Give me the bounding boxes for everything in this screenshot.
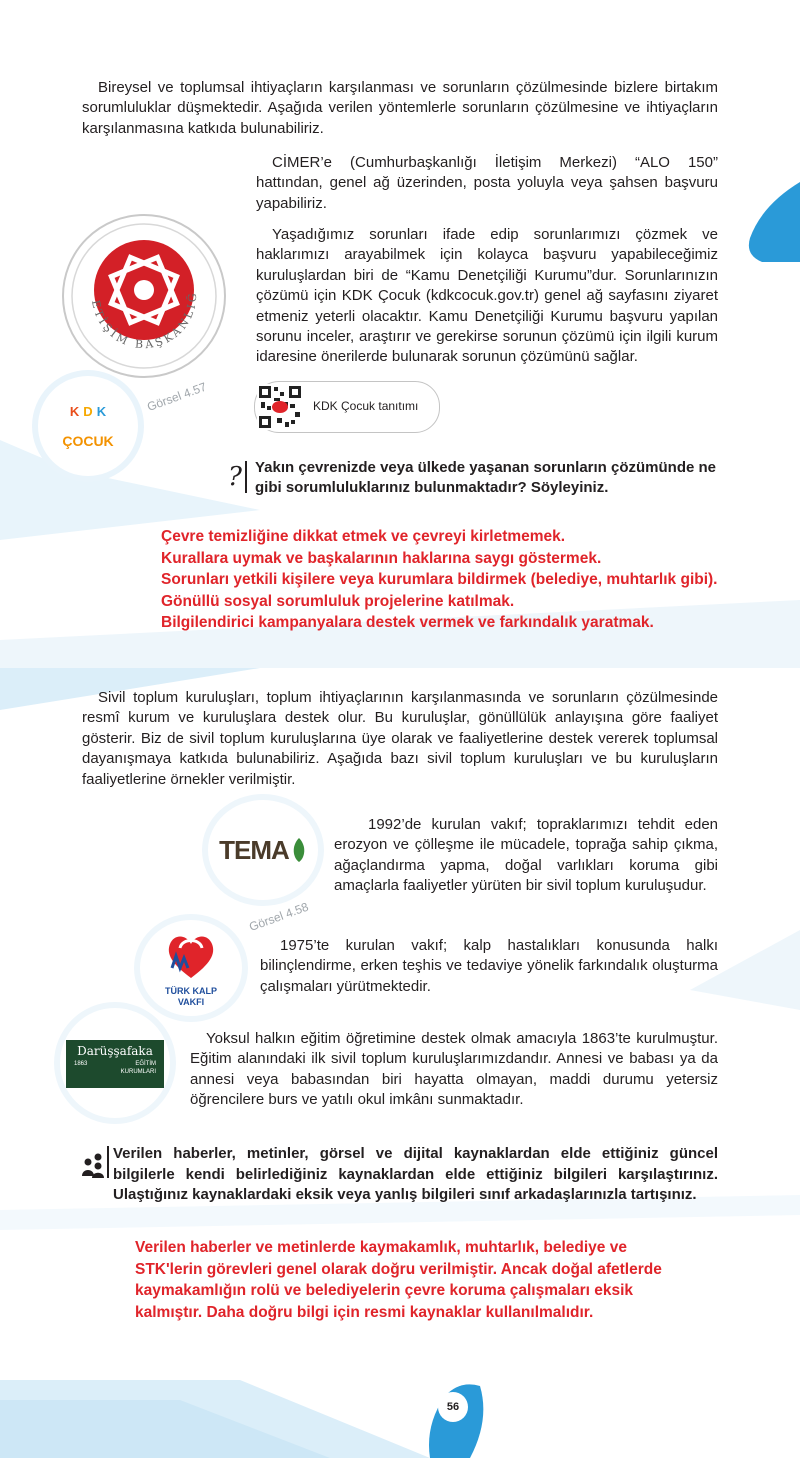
answer-item: Çevre temizliğine dikkat etmek ve çevreyi kirletmemek.	[161, 528, 566, 545]
kdk-letter-k1: K	[69, 403, 80, 419]
question-text: Yakın çevrenizde veya ülkede yaşanan sorunların çözümünde ne gibi sorumluluklarınız bulunmaktadır? Söyleyiniz.	[255, 459, 717, 496]
group-task-text: Verilen haberler, metinler, görsel ve dijital kaynaklardan elde ettiğiniz güncel bilgilerle kendi belirlediğiniz kaynaklardan elde ettiğiniz bilgileri karşılaştırınız. Ulaştığınız kaynaklardaki eksik veya yanlış bilgileri sınıf arkadaşlarınızla tartışınız.	[113, 1145, 718, 1203]
figure-label-458: Görsel 4.58	[247, 899, 311, 934]
tema-logo-text: TEMA	[219, 834, 289, 865]
final-answer-line: STK'lerin görevleri genel olarak doğru verilmiştir. Ancak doğal afetlerde	[135, 1260, 662, 1278]
figure-label-457: Görsel 4.57	[145, 379, 209, 414]
darussafaka-sub1: EĞİTİM	[135, 1061, 156, 1067]
darussafaka-logo	[66, 1040, 164, 1088]
group-divider	[107, 1146, 109, 1178]
seal-graphic	[64, 216, 224, 376]
darussafaka-sub2: KURUMLARI	[120, 1069, 156, 1075]
final-answer-line: kalmıştır. Daha doğru bilgi için resmi kaynaklar kullanılmalıdır.	[135, 1303, 594, 1321]
cimer-paragraph: CİMER’e (Cumhurbaşkanlığı İletişim Merkezi) “ALO 150” hattından, genel ağ üzerinden, posta yoluyla veya şahsen başvuru yapabiliriz.	[256, 154, 718, 212]
kdk-letters	[70, 404, 106, 419]
darussafaka-logo-circle	[60, 1008, 170, 1118]
darussafaka-logo-name: Darüşşafaka	[77, 1044, 153, 1058]
intro-paragraph: Bireysel ve toplumsal ihtiyaçların karşılanması ve sorunların çözülmesinde bizlere birtakım sorumluluklar düşmektedir. Aşağıda verilen yöntemlerle sorunların çözülmesine ve ihtiyaçların karşılanmasına katkıda bulunabiliriz.	[82, 79, 718, 137]
kdk-letter-k2: K	[96, 403, 107, 419]
stk-intro-paragraph: Sivil toplum kuruluşları, toplum ihtiyaçlarının karşılanmasında ve sorunların çözülmesinde resmî kurum ve kuruluşlara destek olur. Bu kuruluşlar, gönüllülük anlayışına göre faaliyet gösterir. Biz de sivil toplum kuruluşlarına üye olarak ve faaliyetlerine destek vererek toplumsal dayanışmaya katkıda bulunabiliriz. Aşağıda bazı sivil toplum kuruluşları ve bu kuruluşların faaliyetlerine örnekler verilmiştir.	[82, 689, 718, 788]
turk-kalp-line2: VAKFI	[177, 997, 205, 1007]
heart-icon	[166, 928, 216, 982]
page-number: 56	[438, 1392, 468, 1422]
darussafaka-year: 1863	[74, 1061, 88, 1067]
tema-paragraph: 1992’de kurulan vakıf; topraklarımızı tehdit eden erozyon ve çölleşme ile mücadele, toprağa sahip çıkma, ağaçlandırma yapma, doğal varlıkları koruma gibi amaçlarla faaliyetler yürüten bir sivil toplum kuruluşudur.	[334, 816, 718, 895]
final-answer	[135, 1237, 662, 1323]
answer-item: Kurallara uymak ve başkalarının haklarına saygı göstermek.	[161, 549, 602, 567]
question-divider	[245, 461, 247, 493]
final-answer-line: Verilen haberler ve metinlerde kaymakamlık, muhtarlık, belediye ve	[135, 1239, 627, 1256]
leaf-icon	[291, 838, 307, 862]
kdk-word: ÇOCUK	[62, 432, 114, 449]
qr-label: KDK Çocuk tanıtımı	[313, 399, 419, 413]
iletisim-seal	[62, 214, 226, 378]
turk-kalp-line1: TÜRK KALP	[165, 986, 217, 996]
darussafaka-paragraph: Yoksul halkın eğitim öğretimine destek olmak amacıyla 1863’te kurulmuştur. Eğitim alanındaki ilk sivil toplum kuruluşlarımızdandır. Annesi ve babası ya da annesi veya babasından biri hayatta olmayan, maddi durumu yetersiz öğrencilere burs ve yatılı okul imkânı sunmaktadır.	[190, 1030, 718, 1109]
tema-logo	[208, 800, 318, 900]
darussafaka-logo-sub	[66, 1060, 164, 1076]
answer-item: Bilgilendirici kampanyalara destek vermek ve farkındalık yaratmak.	[161, 614, 654, 631]
question-icon: ?	[228, 462, 242, 492]
qr-link[interactable]	[254, 381, 440, 433]
answer-item: Gönüllü sosyal sorumluluk projelerine katılmak.	[161, 592, 515, 610]
answer-list	[161, 526, 718, 634]
wedge-left-1	[0, 440, 260, 540]
kdk-cocuk-logo	[38, 376, 138, 476]
turk-kalp-logo-text	[140, 986, 242, 1008]
kalp-paragraph: 1975’te kurulan vakıf; kalp hastalıkları konusunda halkı bilinçlendirme, erken teşhis ve tedaviye yönelik farkındalık oluşturma çalışmaları yürütmektedir.	[260, 937, 718, 995]
kdk-paragraph: Yaşadığımız sorunları ifade edip sorunlarımızı çözmek ve haklarımızı arayabilmek için kolayca başvuru yapabileceğimiz kuruluşlardan biri de “Kamu Denetçiliği Kurumu”dur. Sorunlarınızın çözümü için KDK Çocuk (kdkcocuk.gov.tr) genel ağ sayfasını ziyaret etmeniz yeterli olacaktır. Kamu Denetçiliği Kurumu başvuru yapılan sorunu inceler, araştırır ve gerekirse sorunun çözümü için ilgili kurum idaresine önerilerde bulunarak sorunun çözümünü sağlar.	[256, 226, 718, 366]
corner-tab-top	[749, 182, 800, 262]
qr-code-icon	[257, 384, 303, 430]
group-work-icon	[80, 1152, 106, 1178]
answer-item: Sorunları yetkili kişilere veya kurumlara bildirmek (belediye, muhtarlık gibi).	[161, 571, 718, 588]
final-answer-line: kaymakamlığın rolü ve belediyelerin çevre koruma çalışmaları eksik	[135, 1282, 633, 1299]
seal-text: ETİŞİM BAŞKANLIĞ	[88, 290, 200, 352]
kdk-letter-d: D	[83, 403, 93, 419]
turk-kalp-logo	[140, 920, 242, 1016]
